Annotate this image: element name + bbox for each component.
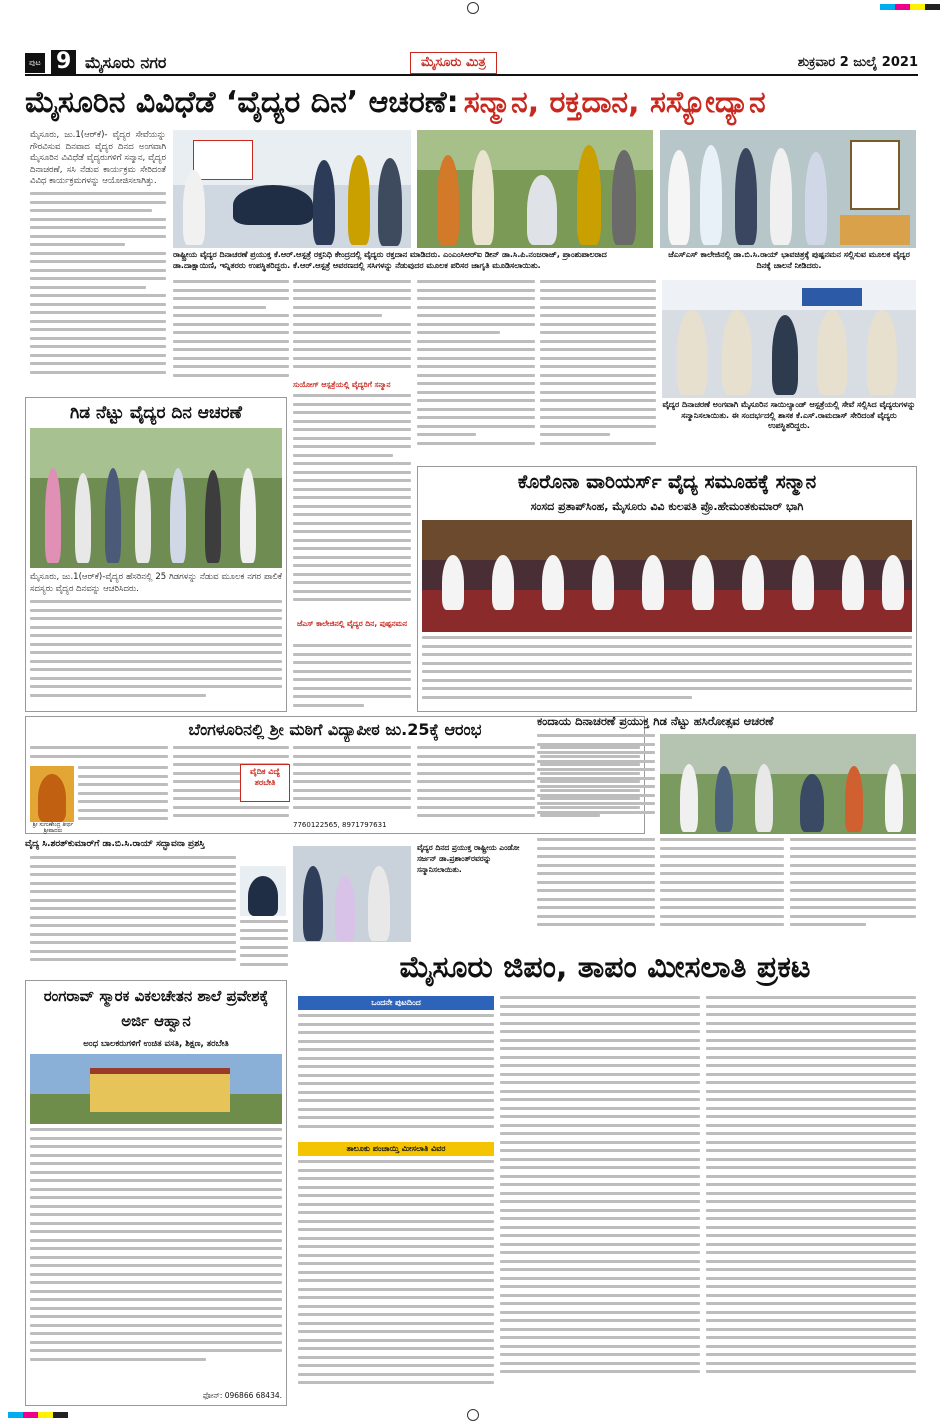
plant-day-body — [537, 734, 655, 830]
corona-headline: ಕೊರೊನಾ ವಾರಿಯರ್ಸ್ ವೈದ್ಯ ಸಮೂಹಕ್ಕೆ ಸನ್ಮಾನ — [517, 471, 817, 493]
child-honour-caption: ವೈದ್ಯರ ದಿನದ ಪ್ರಯುಕ್ತ ರಾಷ್ಟ್ರೀಯ ಎಂಡೋ ಸರ್ಜನ್ ಡಾ.ಪ್ರಶಾಂತ್‌ರವರನ್ನು ಸನ್ಮಾನಿಸಲಾಯಿತು. — [417, 843, 520, 874]
lead-dateline: ಮೈಸೂರು, ಜು.1(ಆರ್‌ಕೆ)- ವೈದ್ಯರ ಸೇವೆಯನ್ನು ಗೌರವಿಸುವ ದಿನವಾದ ವೈದ್ಯರ ದಿನದ ಅಂಗವಾಗಿ ಮೈಸೂರಿನ ವಿವಿಧೆಡೆ ವೈದ್ಯರುಗಳಿಗೆ ಸನ್ಮಾನ, ವೈದ್ಯರ ದಿನಾಚರಣೆ, ಸಸಿ ನೆಡುವ ಕಾರ್ಯಕ್ರಮ ಸೇರಿದಂತೆ ವಿವಿಧ ಕಾರ್ಯಕ್ರಮಗಳನ್ನು ಆಯೋಜಿಸಲಾಗಿತ್ತು. — [30, 130, 166, 186]
rangarao-phone: ಫೋನ್: 096866 68434. — [202, 1391, 282, 1400]
section-title: ಮೈಸೂರು ನಗರ — [85, 53, 167, 72]
child-honour-photo-1 — [293, 846, 411, 942]
plant-day-body-2 — [537, 838, 655, 940]
registration-mark-icon — [467, 2, 479, 14]
registration-mark-icon — [467, 1409, 479, 1421]
plant-day-headline: ಕಂದಾಯ ದಿನಾಚರಣೆ ಪ್ರಯುಕ್ತ ಗಿಡ ನೆಟ್ಟು ಹಸಿರೋತ್ಸವ ಆಚರಣೆ — [537, 714, 774, 728]
math-body-col3 — [293, 746, 411, 816]
tribute-photo — [660, 130, 916, 248]
tree-planting-photo — [417, 130, 653, 248]
masthead — [25, 50, 918, 76]
reservation-col1 — [298, 1014, 494, 1140]
math-headline: ಬೆಂಗಳೂರಿನಲ್ಲಿ ಶ್ರೀ ಮಠಿಗೆ ವಿದ್ಯಾಪೀಠ ಜು.25ಕ್ಕೆ ಆರಂಭ — [188, 720, 482, 739]
col3-body-text-2 — [293, 394, 411, 618]
corona-group-photo — [422, 520, 912, 632]
plant-day-body-4 — [790, 838, 916, 940]
plant-story-headline: ಗಿಡ ನೆಟ್ಟು ವೈದ್ಯರ ದಿನ ಆಚರಣೆ — [70, 403, 242, 423]
plant-story-dateline: ಮೈಸೂರು, ಜು.1(ಆರ್‌ಕೆ)-ವೈದ್ಯರ ಹೆಸರಿನಲ್ಲಿ 25 ಗಿಡಗಳನ್ನು ನೆಡುವ ಮೂಲಕ ನಗರ ಪಾಲಿಕೆ ಸದಸ್ಯರು ವೈದ್ಯರ ದಿನವನ್ನು ಆಚರಿಸಿದರು. — [30, 572, 282, 594]
doctors-honour-photo — [662, 280, 916, 398]
col3-body-text-3 — [293, 644, 411, 716]
lead-headline-red: ಸನ್ಮಾನ, ರಕ್ತದಾನ, ಸಸ್ಯೋದ್ಯಾನ — [463, 85, 766, 120]
masthead-date: ಶುಕ್ರವಾರ 2 ಜುಲೈ 2021 — [797, 55, 918, 70]
color-bar-icon — [8, 1412, 68, 1418]
page-label: ಪುಟ — [25, 53, 45, 73]
award-body — [30, 856, 236, 976]
reservation-headline: ಮೈಸೂರು ಜಿಪಂ, ತಾಪಂ ಮೀಸಲಾತಿ ಪ್ರಕಟ — [399, 950, 811, 985]
reservation-col2 — [500, 996, 700, 1406]
plant-day-photo — [660, 734, 916, 834]
swamiji-caption: ಶ್ರೀ ಸುಗುಣೇಂದ್ರ ತೀರ್ಥ ಶ್ರೀಪಾದರು — [32, 822, 74, 834]
reservation-continued: ಒಂದನೇ ಪುಟದಿಂದ — [298, 996, 494, 1010]
corona-body-text — [422, 636, 912, 708]
lead-headline-black: ಮೈಸೂರಿನ ವಿವಿಧೆಡೆ ‘ವೈದ್ಯರ ದಿನ’ ಆಚರಣೆ: — [25, 85, 459, 120]
vedic-training-label: ವೈದಿಕ ವಿದ್ಯೆ ತರಬೇತಿ — [249, 767, 281, 787]
award-headline: ವೈದ್ಯ ಸಿ.ಶರತ್‌ಕುಮಾರ್‌ಗೆ ಡಾ.ಬಿ.ಸಿ.ರಾಯ್ ಸದ್ಭಾವನಾ ಪ್ರಶಸ್ತಿ — [25, 839, 205, 849]
lead-headline — [25, 80, 920, 126]
math-contact: 7760122565, 8971797631 — [293, 821, 387, 829]
doctors-honour-caption: ವೈದ್ಯರ ದಿನಾಚರಣೆ ಅಂಗವಾಗಿ ಮೈಸೂರಿನ ಸಾಯಿಲ್ಯಾಂಡ್ ಆಸ್ಪತ್ರೆಯಲ್ಲಿ ಸೇವೆ ಸಲ್ಲಿಸಿದ ವೈದ್ಯರುಗಳನ್ನು ಸನ್ಮಾನಿಸಲಾಯಿತು. ಈ ಸಂದರ್ಭದಲ್ಲಿ ಶಾಸಕ ಕೆ.ಎಸ್.ರಾಮದಾಸ್ ಸೇರಿದಂತೆ ವೈದ್ಯರು ಉಪಸ್ಥಿತರಿದ್ದರು. — [662, 400, 916, 430]
lead-body-text — [30, 192, 166, 392]
col2-body-text — [173, 280, 289, 392]
school-building-photo — [30, 1054, 282, 1124]
rangarao-body — [30, 1128, 282, 1388]
photo-row-caption: ರಾಷ್ಟ್ರೀಯ ವೈದ್ಯರ ದಿನಾಚರಣೆ ಪ್ರಯುಕ್ತ ಕೆ.ಆರ್.ಆಸ್ಪತ್ರೆ ರಕ್ತನಿಧಿ ಕೇಂದ್ರದಲ್ಲಿ ವೈದ್ಯರು ರಕ್ತದಾನ ಮಾಡಿದರು. ಎಂಎಂಸಿಆರ್‌ಐ ಡೀನ್ ಡಾ.ಸಿ.ಪಿ.ನಂಜರಾಜ್, ಪ್ರಾಂಶುಪಾಲರಾದ ಡಾ.ದಾಕ್ಷಾಯಿಣಿ, ಇನ್ನಿತರರು ಉಪಸ್ಥಿತರಿದ್ದರು. ಕೆ.ಆರ್.ಆಸ್ಪತ್ರೆ ಆವರಣದಲ್ಲಿ ಸಸಿಗಳನ್ನು ನೆಡುವುದರ ಮೂಲಕ ಪರಿಸರ ಜಾಗೃತಿ ಮೂಡಿಸಲಾಯಿತು. — [173, 250, 607, 270]
rangarao-headline: ರಂಗರಾವ್ ಸ್ಮಾರಕ ವಿಕಲಚೇತನ ಶಾಲೆ ಪ್ರವೇಶಕ್ಕೆ ಅರ್ಜಿ ಆಹ್ವಾನ — [43, 987, 269, 1030]
plant-day-body-3 — [660, 838, 784, 940]
reservation-col1b — [298, 1160, 494, 1406]
reservation-subhead: ತಾಲೂಕು ಪಂಚಾಯ್ತಿ ಮೀಸಲಾತಿ ವಿವರ — [298, 1142, 494, 1156]
color-bar-icon — [880, 4, 940, 10]
math-body-col1 — [30, 746, 168, 766]
award-body-2 — [240, 920, 288, 976]
corona-subhead: ಸಂಸದ ಪ್ರತಾಪ್‌ಸಿಂಹ, ಮೈಸೂರು ವಿವಿ ಕುಲಪತಿ ಪ್ರೊ.ಹೇಮಂತಕುಮಾರ್ ಭಾಗಿ — [530, 500, 804, 513]
col3-subhead-2: ಜೆಎಸ್ ಕಾಲೇಜಿನಲ್ಲಿ ವೈದ್ಯರ ದಿನ, ಪುಷ್ಪನಮನ — [296, 619, 408, 628]
col3-subhead: ಸುಯೋಗ್ ಆಸ್ಪತ್ರೆಯಲ್ಲಿ ವೈದ್ಯರಿಗೆ ಸನ್ಮಾನ — [293, 380, 391, 389]
math-body-col4 — [417, 746, 535, 830]
swamiji-photo — [30, 766, 74, 822]
col5-body-text — [540, 280, 656, 462]
math-body-col1b — [78, 766, 168, 830]
award-portrait — [240, 866, 286, 916]
rangarao-subhead: ಅಂಧ ಬಾಲಕರುಗಳಿಗೆ ಉಚಿತ ವಸತಿ, ಶಿಕ್ಷಣ, ತರಬೇತಿ — [83, 1039, 229, 1049]
blood-donation-photo — [173, 130, 411, 248]
tribute-photo-caption: ಜೆಎಸ್‌ಎಸ್ ಕಾಲೇಜಿನಲ್ಲಿ ಡಾ.ಬಿ.ಸಿ.ರಾಯ್ ಭಾವಚಿತ್ರಕ್ಕೆ ಪುಷ್ಪನಮನ ಸಲ್ಲಿಸುವ ಮೂಲಕ ವೈದ್ಯರ ದಿನಕ್ಕೆ ಚಾಲನೆ ನೀಡಿದರು. — [668, 250, 910, 270]
col4-body-text — [417, 280, 535, 462]
plant-story-body — [30, 600, 282, 708]
page-number: 9 — [51, 50, 76, 74]
masthead-logo: ಮೈಸೂರು ಮಿತ್ರ — [410, 52, 497, 74]
reservation-col3 — [706, 996, 916, 1406]
plant-story-photo — [30, 428, 282, 568]
col3-body-text — [293, 280, 411, 378]
